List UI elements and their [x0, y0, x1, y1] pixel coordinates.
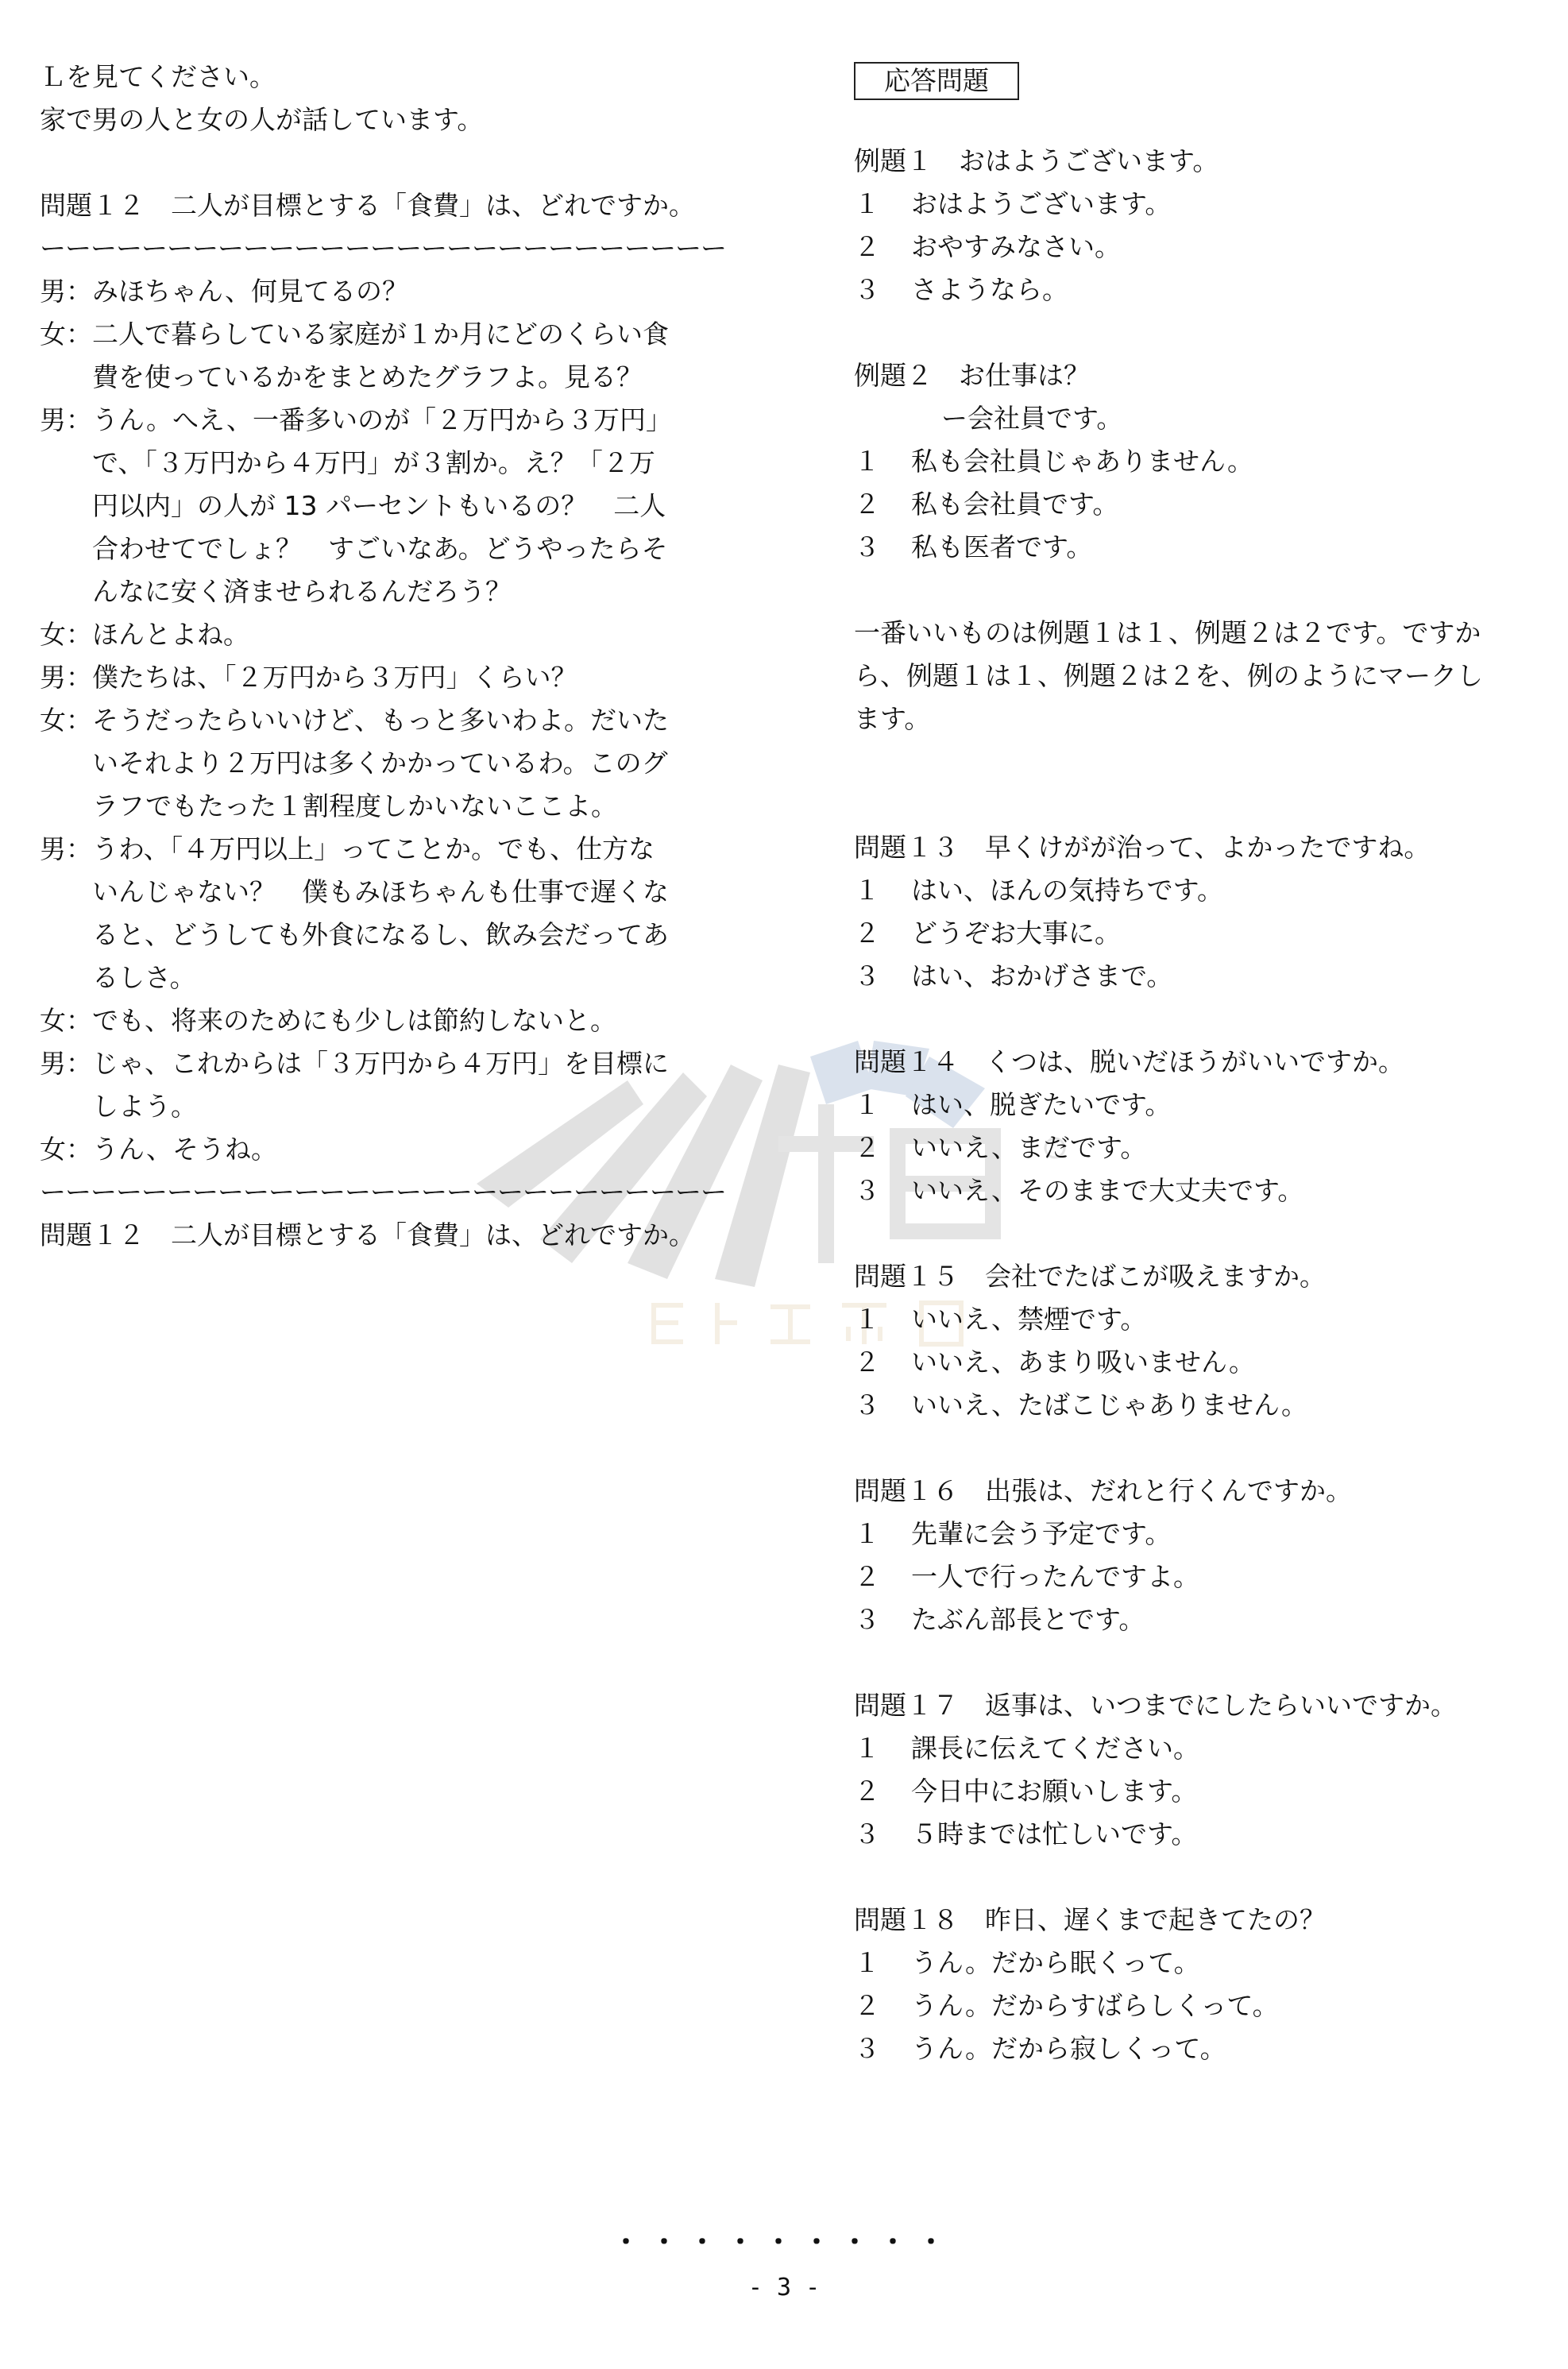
- question-option: [854, 1984, 1553, 2027]
- spacer: [854, 783, 1553, 826]
- option-text: うん。だから寂しくって。: [911, 2033, 1226, 2064]
- speech-line: うん。へえ、一番多いのが「２万円から３万円」: [92, 404, 672, 435]
- intro-line: 家で男の人と女の人が話しています。: [40, 104, 484, 135]
- option-text: はい、ほんの気持ちです。: [911, 875, 1224, 906]
- page-number: - 3 -: [747, 2274, 821, 2301]
- question-option: [854, 912, 1553, 955]
- question-option: [854, 1169, 1553, 1212]
- speech-text: [92, 1042, 755, 1128]
- example-1-option: [854, 269, 1553, 311]
- option-number: ２: [854, 1561, 880, 1592]
- question-option: [854, 1341, 1553, 1384]
- option-text: ５時までは忙しいです。: [911, 1818, 1198, 1849]
- response-questions-column: [854, 56, 1553, 2070]
- spacer: [854, 569, 1553, 612]
- option-number: ３: [854, 1389, 880, 1420]
- option-number: １: [854, 1304, 880, 1335]
- speaker-label: 男：: [40, 276, 92, 307]
- instruction-line: ます。: [854, 703, 931, 734]
- option-number: １: [854, 875, 880, 906]
- speech-line: 僕たちは、「２万円から３万円」くらい？: [92, 662, 577, 693]
- speech-line: みほちゃん、何見てるの？: [92, 276, 408, 307]
- option-text: 先輩に会う予定です。: [911, 1518, 1172, 1549]
- question-option: [854, 1770, 1553, 1813]
- option-number: １: [854, 188, 880, 219]
- speech-line: んなに安く済ませられるんだろう？: [92, 576, 512, 607]
- option-number: ３: [854, 274, 880, 305]
- dialogue-column: [40, 56, 755, 1257]
- example-2-option: [854, 440, 1553, 483]
- section-label-box: 応答問題: [854, 62, 1019, 100]
- question-option: [854, 955, 1553, 998]
- speech-line: でも、将来のためにも少しは節約しないと。: [92, 1005, 616, 1036]
- speaker-label: 男：: [40, 404, 92, 435]
- question-option: [854, 1942, 1553, 1984]
- dialogue-turn: [40, 399, 755, 613]
- question-18-title: 問題１８ 昨日、遅くまで起きてたの？: [854, 1904, 1326, 1935]
- option-number: ２: [854, 1776, 880, 1807]
- option-number: ３: [854, 1175, 880, 1206]
- example-2-option: [854, 483, 1553, 526]
- speech-line: ると、どうしても外食になるし、飲み会だってあ: [92, 919, 669, 950]
- question-16-title: 問題１６ 出張は、だれと行くんですか。: [854, 1475, 1352, 1506]
- dialogue-turn: [40, 1042, 755, 1128]
- option-text: いいえ、あまり吸いません。: [911, 1347, 1255, 1378]
- option-text: 一人で行ったんですよ。: [911, 1561, 1199, 1592]
- option-number: ３: [854, 960, 880, 991]
- question-option: [854, 1127, 1553, 1169]
- dialogue-turn: [40, 656, 755, 699]
- speech-line: るしさ。: [92, 962, 196, 993]
- option-number: ２: [854, 1347, 880, 1378]
- option-text: さようなら。: [911, 274, 1068, 305]
- speech-line: いんじゃない？ 僕もみほちゃんも仕事で遅くな: [92, 876, 669, 907]
- option-number: ３: [854, 531, 880, 562]
- example-1-title-text: 例題１ おはようございます。: [854, 145, 1219, 176]
- speech-line: 円以内」の人が 13 パーセントもいるの？ 二人: [92, 490, 666, 521]
- speech-line: ほんとよね。: [92, 619, 249, 650]
- question-option: [854, 1813, 1553, 1856]
- speech-text: [92, 656, 755, 699]
- divider-top: ーーーーーーーーーーーーーーーーーーーーーーーーーーー: [40, 233, 726, 264]
- speech-line: しよう。: [92, 1091, 197, 1122]
- question-option: [854, 2027, 1553, 2070]
- dialogue-turn: [40, 699, 755, 828]
- speech-line: 費を使っているかをまとめたグラフよ。見る？: [92, 361, 643, 392]
- option-text: 私も医者です。: [911, 531, 1093, 562]
- speech-line: いそれより２万円は多くかかっているわ。このグ: [92, 748, 668, 779]
- option-number: ２: [854, 918, 880, 949]
- dialogue-turn: [40, 313, 755, 399]
- speech-text: [92, 1128, 755, 1171]
- speaker-label: 男：: [40, 1048, 92, 1079]
- option-text: いいえ、禁煙です。: [911, 1304, 1147, 1335]
- spacer: [854, 311, 1553, 354]
- example-2-title: 例題２ お仕事は？: [854, 360, 1090, 391]
- dialogue-turn: [40, 999, 755, 1042]
- spacer: [40, 141, 755, 184]
- option-text: おはようございます。: [911, 188, 1172, 219]
- option-number: １: [854, 1947, 880, 1978]
- option-text: はい、脱ぎたいです。: [911, 1089, 1172, 1120]
- speaker-label: 男：: [40, 833, 92, 864]
- example-1-title: [854, 140, 1553, 183]
- speaker-label: 女：: [40, 319, 92, 350]
- speech-line: うん、そうね。: [92, 1134, 277, 1165]
- question-option: [854, 1556, 1553, 1598]
- option-number: １: [854, 1518, 880, 1549]
- question-12-repeat: 問題１２ 二人が目標とする「食費」は、どれですか。: [40, 1219, 695, 1250]
- spacer: [854, 998, 1553, 1041]
- option-text: 今日中にお願いします。: [911, 1776, 1198, 1807]
- question-option: [854, 1598, 1553, 1641]
- option-text: うん。だからすばらしくって。: [911, 1990, 1279, 2021]
- question-option: [854, 1384, 1553, 1427]
- speaker-label: 女：: [40, 619, 92, 650]
- option-number: ２: [854, 489, 880, 520]
- example-1-option: [854, 226, 1553, 269]
- intro-line: Ｌを見てください。: [40, 61, 276, 92]
- example-2-reply: ー会社員です。: [941, 403, 1123, 434]
- dialogue-turn: [40, 1128, 755, 1171]
- speech-text: [92, 699, 755, 828]
- option-text: いいえ、まだです。: [911, 1132, 1147, 1163]
- option-number: ２: [854, 231, 880, 262]
- option-text: どうぞお大事に。: [911, 918, 1121, 949]
- speech-text: [92, 999, 755, 1042]
- option-text: はい、おかげさまで。: [911, 960, 1173, 991]
- speaker-label: 女：: [40, 1134, 92, 1165]
- example-2-option: [854, 526, 1553, 569]
- instruction-line: ら、例題１は１、例題２は２を、例のようにマークし: [854, 660, 1483, 691]
- speech-line: 合わせてでしょ？ すごいなあ。どうやったらそ: [92, 533, 668, 564]
- question-option: [854, 869, 1553, 912]
- speech-text: [92, 828, 755, 999]
- speech-line: 二人で暮らしている家庭が１か月にどのくらい食: [92, 319, 669, 350]
- speech-line: そうだったらいいけど、もっと多いわよ。だいた: [92, 705, 669, 736]
- option-number: １: [854, 1089, 880, 1120]
- speech-text: [92, 613, 755, 656]
- question-14-title: 問題１４ くつは、脱いだほうがいいですか。: [854, 1046, 1404, 1077]
- dialogue-turn: [40, 613, 755, 656]
- dialogue-turn: [40, 828, 755, 999]
- spacer: [854, 1212, 1553, 1255]
- speech-line: じゃ、これからは「３万円から４万円」を目標に: [92, 1048, 669, 1079]
- dialogue-turn: [40, 270, 755, 313]
- option-text: おやすみなさい。: [911, 231, 1121, 262]
- speaker-label: 女：: [40, 1005, 92, 1036]
- speech-text: [92, 270, 755, 313]
- speaker-label: 女：: [40, 705, 92, 736]
- question-option: [854, 1727, 1553, 1770]
- question-option: [854, 1084, 1553, 1127]
- question-17-title: 問題１７ 返事は、いつまでにしたらいいですか。: [854, 1690, 1457, 1721]
- spacer: [854, 1641, 1553, 1684]
- spacer: [854, 1427, 1553, 1470]
- option-text: 課長に伝えてください。: [911, 1733, 1199, 1764]
- speech-line: で、「３万円から４万円」が３割か。え？「２万: [92, 447, 655, 478]
- speech-text: [92, 399, 755, 613]
- option-number: ３: [854, 1604, 880, 1635]
- option-text: 私も会社員じゃありません。: [911, 446, 1253, 477]
- divider-bottom: ーーーーーーーーーーーーーーーーーーーーーーーーーーー: [40, 1177, 726, 1208]
- question-option: [854, 1513, 1553, 1556]
- option-number: ３: [854, 1818, 880, 1849]
- instruction-line: 一番いいものは例題１は１、例題２は２です。ですか: [854, 617, 1481, 648]
- question-12-title: 問題１２ 二人が目標とする「食費」は、どれですか。: [40, 190, 695, 221]
- option-number: ３: [854, 2033, 880, 2064]
- option-text: たぶん部長とです。: [911, 1604, 1145, 1635]
- example-1-option: [854, 183, 1553, 226]
- option-text: 私も会社員です。: [911, 489, 1119, 520]
- footer-dots: ・・・・・・・・・: [612, 2227, 956, 2259]
- question-13-title: 問題１３ 早くけがが治って、よかったですね。: [854, 832, 1431, 863]
- option-text: いいえ、たばこじゃありません。: [911, 1389, 1307, 1420]
- spacer: [854, 740, 1553, 783]
- spacer: [854, 1856, 1553, 1899]
- speech-text: [92, 313, 755, 399]
- speaker-label: 男：: [40, 662, 92, 693]
- option-text: うん。だから眠くって。: [911, 1947, 1200, 1978]
- option-number: １: [854, 446, 880, 477]
- option-number: １: [854, 1733, 880, 1764]
- question-option: [854, 1298, 1553, 1341]
- option-text: いいえ、そのままで大丈夫です。: [911, 1175, 1304, 1206]
- speech-line: ラフでもたった１割程度しかいないここよ。: [92, 790, 617, 821]
- option-number: ２: [854, 1990, 880, 2021]
- option-number: ２: [854, 1132, 880, 1163]
- speech-line: うわ、「４万円以上」ってことか。でも、仕方な: [92, 833, 655, 864]
- question-15-title: 問題１５ 会社でたばこが吸えますか。: [854, 1261, 1326, 1292]
